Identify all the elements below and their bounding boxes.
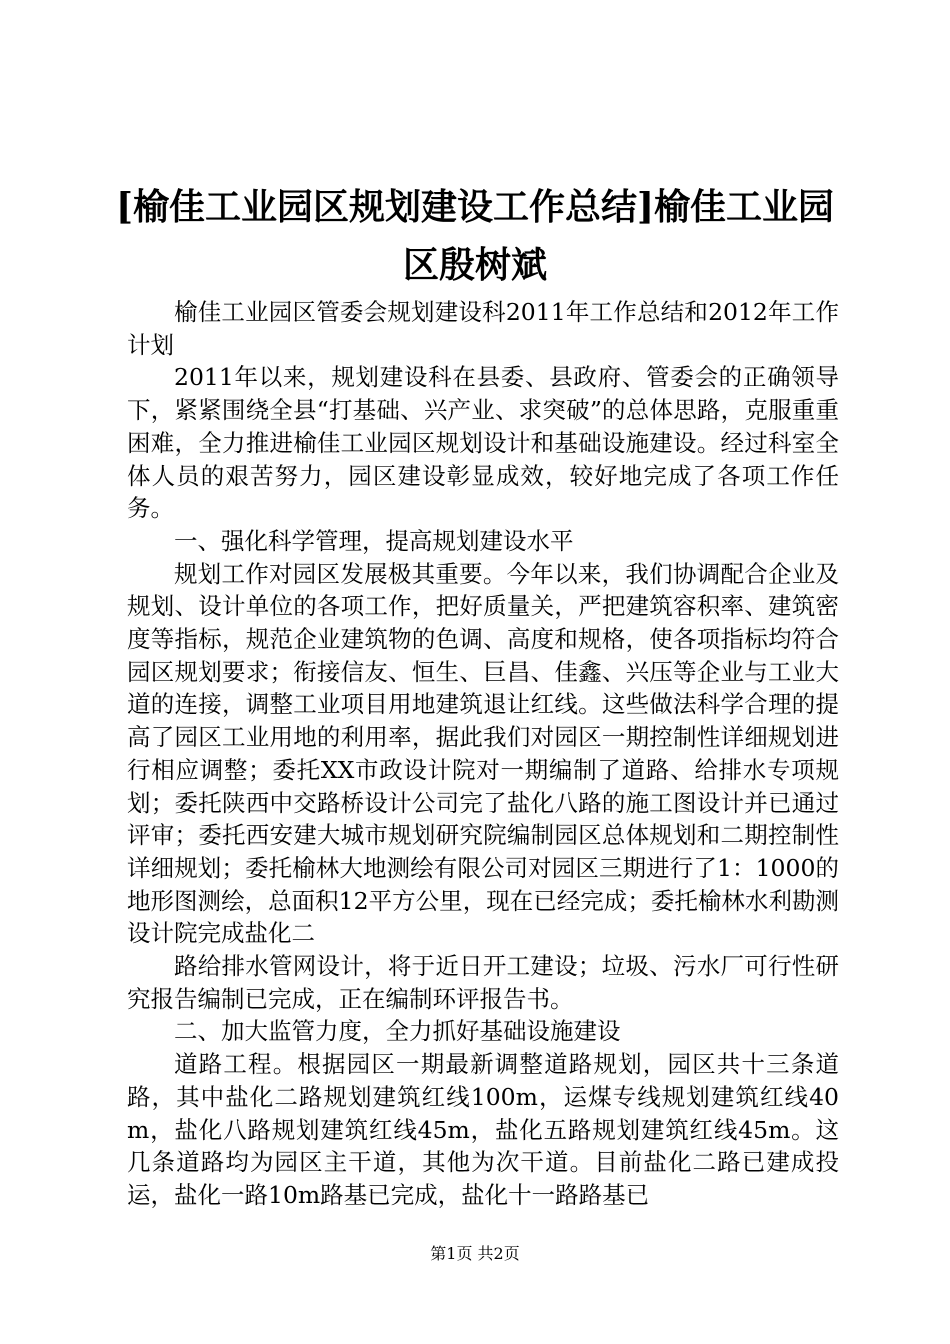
- section-heading-2: 二、加大监管力度，全力抓好基础设施建设: [174, 1017, 621, 1046]
- document-title: [榆佳工业园区规划建设工作总结]榆佳工业园区殷树斌: [115, 186, 835, 286]
- section-heading-1: 一、强化科学管理，提高规划建设水平: [174, 526, 574, 555]
- paragraph-subtitle: 榆佳工业园区管委会规划建设科2011年工作总结和2012年工作计划: [127, 298, 839, 359]
- page-footer: 第1页 共2页: [430, 1244, 520, 1263]
- paragraph-intro: 2011年以来，规划建设科在县委、县政府、管委会的正确领导下，紧紧围绕全县“打基础、兴产业、求突破”的总体思路，克服重重困难，全力推进榆佳工业园区规划设计和基础设施建设。经过科室全体人员的艰苦努力，园区建设彰显成效，较好地完成了各项工作任务。: [127, 363, 839, 523]
- paragraph-roads: 道路工程。根据园区一期最新调整道路规划，园区共十三条道路，其中盐化二路规划建筑红线100m，运煤专线规划建筑红线40m，盐化八路规划建筑红线45m，盐化五路规划建筑红线45m。这几条道路均为园区主干道，其他为次干道。目前盐化二路已建成投运，盐化一路10m路基已完成，盐化十一路路基已: [127, 1050, 839, 1209]
- paragraph-planning-continued: 路给排水管网设计，将于近日开工建设；垃圾、污水厂可行性研究报告编制已完成，正在编制环评报告书。: [127, 952, 839, 1013]
- paragraph-planning: 规划工作对园区发展极其重要。今年以来，我们协调配合企业及规划、设计单位的各项工作，把好质量关，严把建筑容积率、建筑密度等指标，规范企业建筑物的色调、高度和规格，使各项指标均符合园区规划要求；衔接信友、恒生、巨昌、佳鑫、兴压等企业与工业大道的连接，调整工业项目用地建筑退让红线。这些做法科学合理的提高了园区工业用地的利用率，据此我们对园区一期控制性详细规划进行相应调整；委托XX市政设计院对一期编制了道路、给排水专项规划；委托陕西中交路桥设计公司完了盐化八路的施工图设计并已通过评审；委托西安建大城市规划研究院编制园区总体规划和二期控制性详细规划；委托榆林大地测绘有限公司对园区三期进行了1：1000的地形图测绘，总面积12平方公里，现在已经完成；委托榆林水利勘测设计院完成盐化二: [127, 559, 839, 948]
- document-body: [127, 296, 839, 1212]
